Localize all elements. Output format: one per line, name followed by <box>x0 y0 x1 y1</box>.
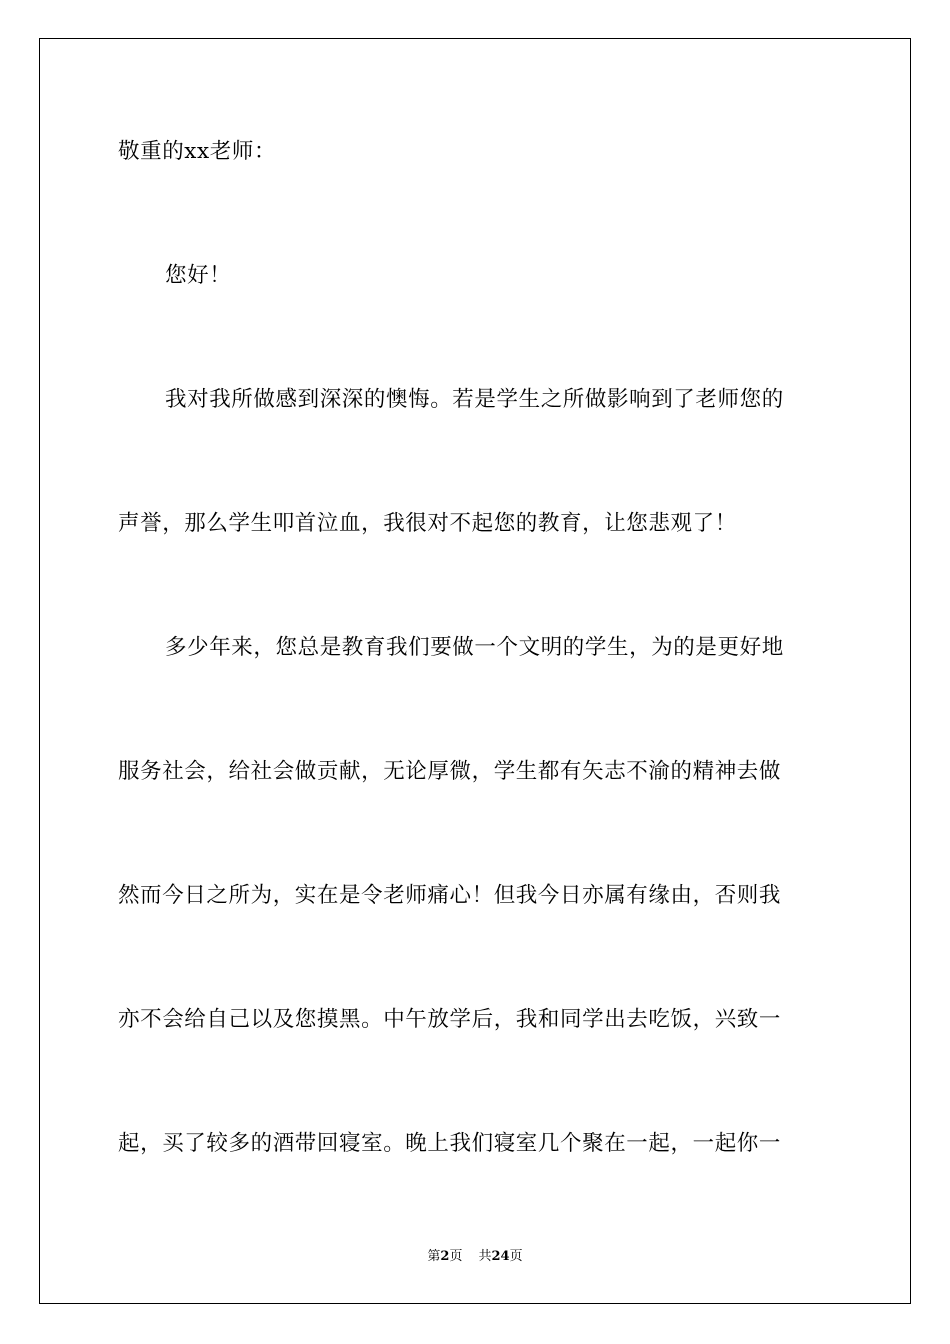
page-number: 2 <box>440 1249 450 1264</box>
page-border <box>39 38 911 1304</box>
body-line-1: 我对我所做感到深深的懊悔。若是学生之所做影响到了老师您的 <box>165 387 784 412</box>
greeting: 您好！ <box>165 263 232 288</box>
body-line-5: 然而今日之所为，实在是令老师痛心！但我今日亦属有缘由，否则我 <box>118 883 782 908</box>
total-prefix: 共 <box>478 1249 492 1264</box>
body-line-3: 多少年来，您总是教育我们要做一个文明的学生，为的是更好地 <box>165 635 784 660</box>
page-footer <box>0 1248 950 1266</box>
body-line-6: 亦不会给自己以及您摸黑。中午放学后，我和同学出去吃饭，兴致一 <box>118 1007 782 1032</box>
body-line-7: 起，买了较多的酒带回寝室。晚上我们寝室几个聚在一起，一起你一 <box>118 1131 782 1156</box>
salutation: 敬重的xx老师： <box>118 139 277 164</box>
page-prefix: 第 <box>427 1249 441 1264</box>
total-suffix: 页 <box>509 1249 523 1264</box>
page-suffix: 页 <box>449 1249 463 1264</box>
total-pages: 24 <box>491 1249 510 1264</box>
body-line-2: 声誉，那么学生叩首泣血，我很对不起您的教育，让您悲观了！ <box>118 511 737 536</box>
body-line-4: 服务社会，给社会做贡献，无论厚微，学生都有矢志不渝的精神去做 <box>118 759 782 784</box>
